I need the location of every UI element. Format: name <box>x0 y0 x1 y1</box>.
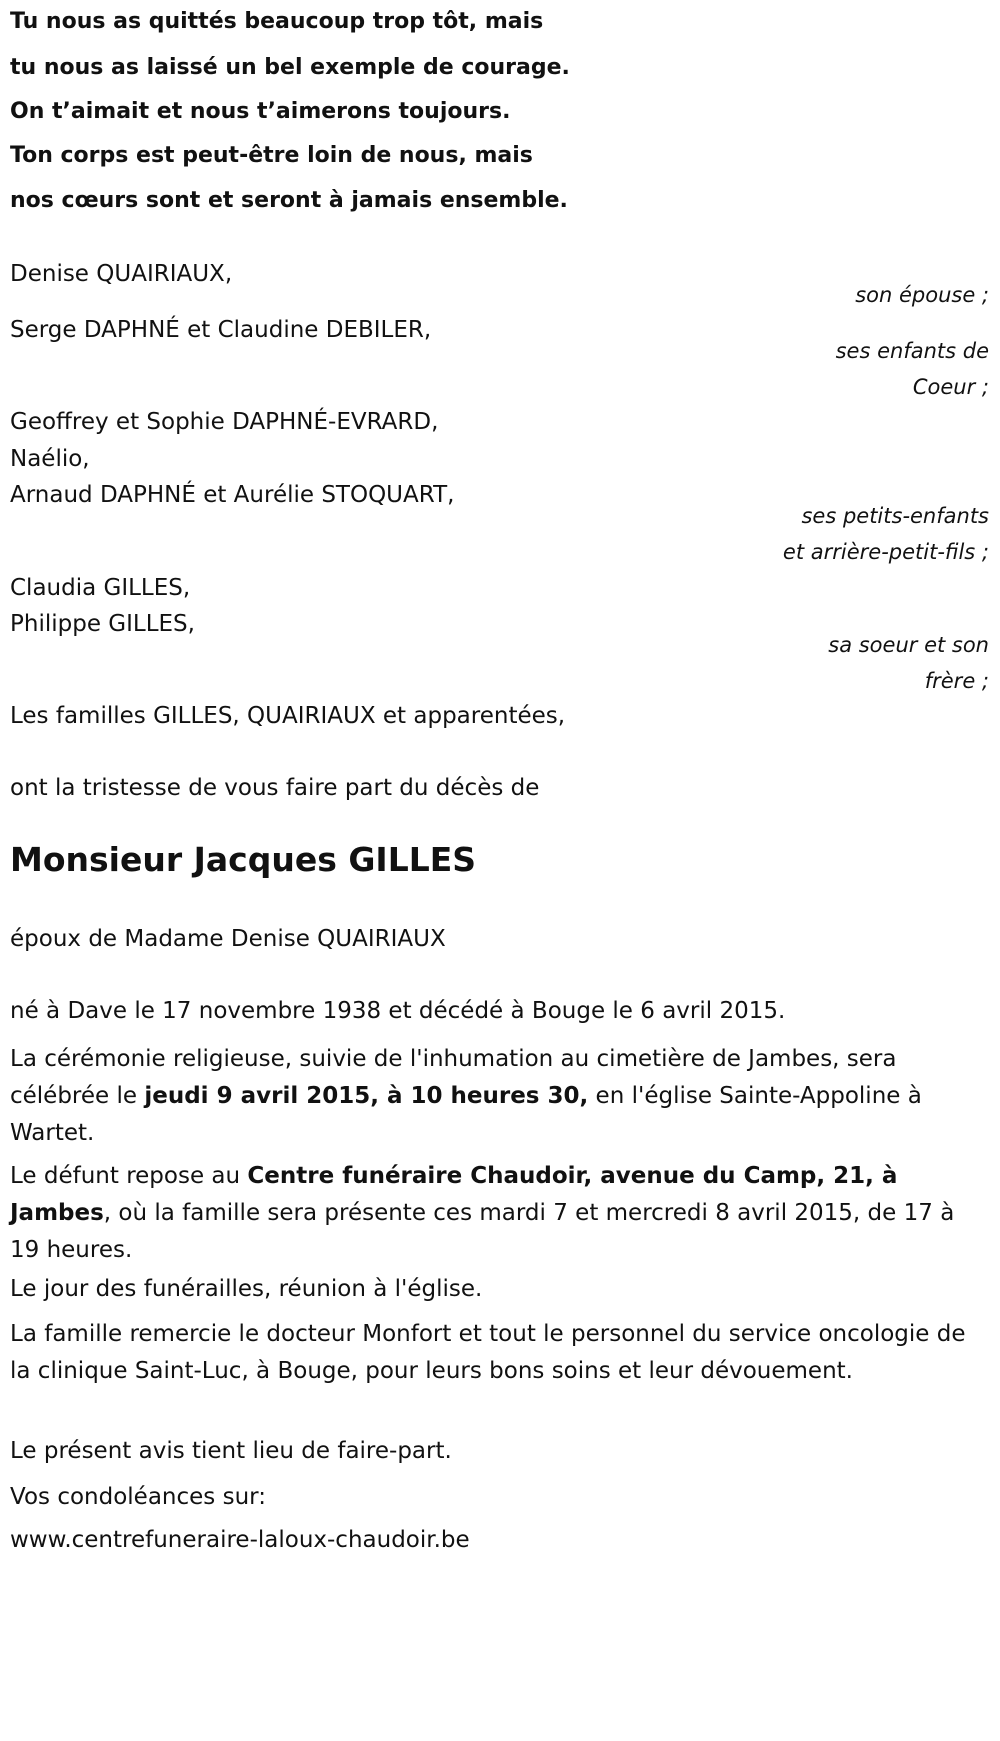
thanks-paragraph: La famille remercie le docteur Monfort et tout le personnel du service oncologie de la clinique Saint-Luc, à Bouge, pour leurs bons soins et leur dévouement. <box>10 1321 966 1384</box>
poem-line: tu nous as laissé un bel exemple de courage. <box>10 55 570 80</box>
families-line: Les familles GILLES, QUAIRIAUX et apparentées, <box>10 703 566 729</box>
children-names: Serge DAPHNÉ et Claudine DEBILER, <box>10 317 432 343</box>
ceremony-paragraph <box>10 1041 985 1152</box>
rest-paragraph <box>10 1158 985 1269</box>
announcement-line: ont la tristesse de vous faire part du décès de <box>10 775 540 801</box>
grandchildren-name-1: Geoffrey et Sophie DAPHNÉ-EVRARD, <box>10 409 439 435</box>
deceased-title: Monsieur Jacques GILLES <box>10 840 477 879</box>
poem-line: Tu nous as quittés beaucoup trop tôt, mais <box>10 9 544 34</box>
grandchildren-relation-line2: et arrière-petit-fils ; <box>782 540 989 564</box>
birth-death-line: né à Dave le 17 novembre 1938 et décédé à Bouge le 6 avril 2015. <box>10 998 786 1024</box>
spouse-relation: son épouse ; <box>855 283 989 307</box>
condolences-label: Vos condoléances sur: <box>10 1484 266 1510</box>
website-link[interactable]: www.centrefuneraire-laloux-chaudoir.be <box>10 1527 470 1553</box>
poem-line: On t’aimait et nous t’aimerons toujours. <box>10 99 511 124</box>
ceremony-datetime: jeudi 9 avril 2015, à 10 heures 30, <box>144 1083 589 1109</box>
siblings-relation-line2: frère ; <box>924 669 989 693</box>
sibling-name-2: Philippe GILLES, <box>10 611 195 637</box>
grandchildren-name-2: Naélio, <box>10 446 90 472</box>
spouse-line: époux de Madame Denise QUAIRIAUX <box>10 926 446 952</box>
rest-location: Centre funéraire Chaudoir, avenue du Camp, 21, à Jambes <box>10 1163 898 1226</box>
ceremony-text-2: en l'église Sainte-Appoline à Wartet. <box>10 1083 922 1146</box>
ceremony-text-1: La cérémonie religieuse, suivie de l'inhumation au cimetière de Jambes, sera célébrée le <box>10 1046 897 1109</box>
sibling-name-1: Claudia GILLES, <box>10 575 191 601</box>
poem-line: Ton corps est peut-être loin de nous, mais <box>10 143 533 168</box>
funeral-day-line: Le jour des funérailles, réunion à l'église. <box>10 1276 483 1302</box>
children-relation-line1: ses enfants de <box>835 339 989 363</box>
grandchildren-relation-line1: ses petits-enfants <box>801 504 989 528</box>
notice-line: Le présent avis tient lieu de faire-part. <box>10 1438 452 1464</box>
siblings-relation-line1: sa soeur et son <box>828 633 989 657</box>
children-relation-line2: Coeur ; <box>912 375 989 399</box>
poem-line: nos cœurs sont et seront à jamais ensemble. <box>10 188 568 213</box>
rest-text-1: Le défunt repose au <box>10 1163 248 1189</box>
grandchildren-name-3: Arnaud DAPHNÉ et Aurélie STOQUART, <box>10 482 455 508</box>
rest-text-2: , où la famille sera présente ces mardi 7 et mercredi 8 avril 2015, de 17 à 19 heures. <box>10 1200 955 1263</box>
spouse-name: Denise QUAIRIAUX, <box>10 261 233 287</box>
